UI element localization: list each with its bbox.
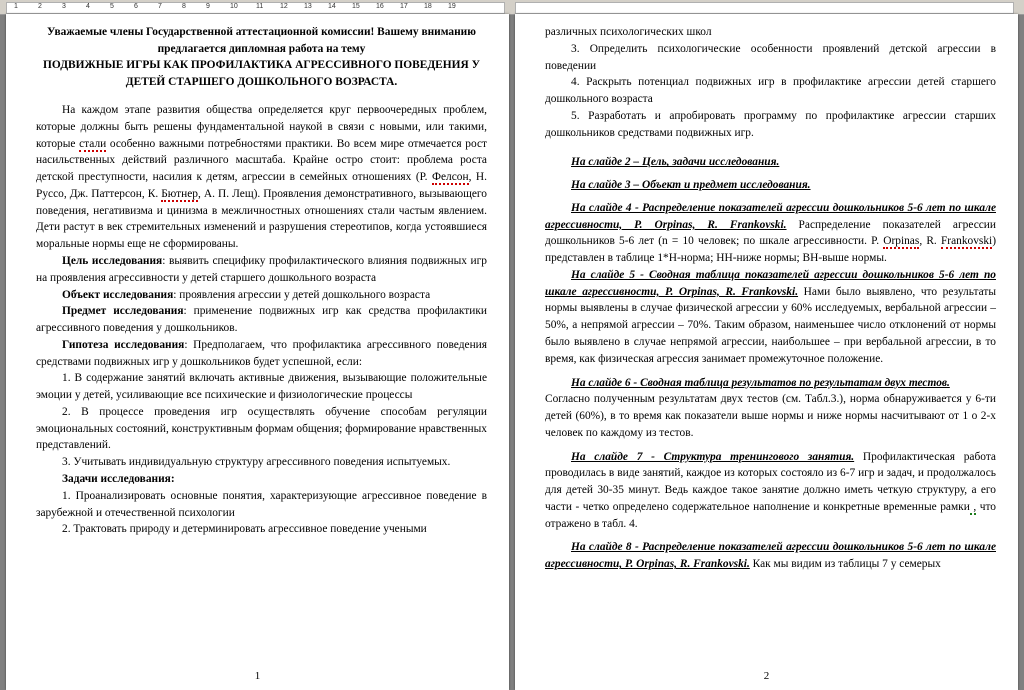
grammar-error-comma: , [969,500,977,513]
slide-8-heading: На слайде 8 - Распределение показателей агрессии дошкольников 5-6 лет по шкале агрессивности, P. Orpinas, R. Frankovski. [545,541,996,571]
task-item-3: 3. Определить психологические особенности проявлений детской агрессии в поведении [545,42,996,72]
horizontal-ruler[interactable] [0,0,1024,15]
spelling-error-frankovski: Frankovski [940,235,993,248]
ruler-tick-3: 3 [62,3,66,10]
slide-2-line: На слайде 2 – Цель, задачи исследования. [571,156,780,169]
intro-text-c: , Н. Руссо, Дж. Паттерсон, К. [36,171,488,200]
hypothesis-item-2: 2. В процессе проведения игр осуществлять обучение способам регуляции эмоциональных состояний, конструктивным формам общения; формирование нравственных представлений. [36,405,487,452]
tasks-colon: : [170,472,175,485]
slide-5-text: Нами было выявлено, что результаты нормы выявлены в случае физической агрессии у 60% исследуемых, вербальной агрессии – 50%, а непрямой агрессии – 70%. Таким образом, наименьшее число отклонений от нормы было выявлено в случае непрямой агрессии, наибольшее – при вербальной агрессии, в то время, как физическая агрессия занимает промежуточное положение. [545,285,996,365]
slide-8-paragraph [545,539,996,573]
task-item-1: 1. Проанализировать основные понятия, характеризующие агрессивное поведение в зарубежной и отечественной психологии [36,489,487,519]
slide-4-text-a: Распределение показателей агрессии дошкольников 5-6 лет (n = 10 человек; по шкале агрессивности. P. [545,218,996,248]
subject-text: : применение подвижных игр как средства профилактики агрессивного поведения у дошкольников. [36,305,487,335]
page-2-number: 2 [763,670,770,682]
continued-line: различных психологических школ [545,26,712,38]
intro-text-d: , А. П. Лещ). Проявления демонстративного, вызывающего поведения, негативизма и цинизма в межличностных отношениях стали частым явлением. Дети растут в век стремительных изменений и разрушения стереотипов, когда устоявшиеся моральные нормы еще не сформированы. [36,187,487,251]
paragraph-tasks [36,471,487,488]
ruler-tick-9: 9 [206,3,210,10]
title-line-1: Уважаемые члены Государственной аттестационной комиссии! Вашему вниманию предлагается дипломная работа на тему [47,26,476,55]
ruler-tick-4: 4 [86,3,90,10]
hypothesis-item-3: 3. Учитывать индивидуальную структуру агрессивного поведения испытуемых. [62,456,451,469]
page-2-body [545,24,996,573]
ruler-tick-16: 16 [376,3,384,10]
paragraph-goal [36,253,487,287]
slide-4-text-c: ) представлен в таблице 1*Н-норма; НН-ниже нормы; ВН-выше нормы. [545,235,996,265]
spelling-error-felson: Фелсон [431,171,469,184]
slide-4-paragraph [545,200,996,267]
ruler-tick-17: 17 [400,3,408,10]
hypothesis-label: Гипотеза исследования [62,338,185,351]
spacer-2 [545,368,996,375]
ruler-tick-2: 2 [38,3,42,10]
subject-label: Предмет исследования [62,305,184,318]
page-1-body [36,24,487,538]
slide-6-heading: На слайде 6 - Сводная таблица результатов по результатам двух тестов. [571,376,950,389]
document-page-2[interactable] [515,14,1018,690]
ruler-page2-segment [515,2,1014,14]
ruler-tick-10: 10 [230,3,238,10]
intro-text-a: На каждом этапе развития общества определяется круг первоочередных проблем, которые должны быть решены фундаментальной наукой в связи с новыми, или такими, которые [36,104,487,150]
slide-6-text: Согласно полученным результатам двух тестов (см. Табл.3.), норма обнаруживается у 6-ти детей (60%), в то время как показатели выше нормы и ниже нормы насчитывают от 1 о 2-х человек по каждому из тестов. [545,393,996,439]
slide-7-heading: На слайде 7 - Структура тренингового занятия. [571,450,855,463]
ruler-tick-15: 15 [352,3,360,10]
slide-6-paragraph [545,375,996,392]
ruler-tick-18: 18 [424,3,432,10]
page-1-number: 1 [254,670,261,682]
slide-7-paragraph [545,449,996,533]
paragraph-subject [36,303,487,337]
slide-5-paragraph [545,267,996,368]
ruler-tick-8: 8 [182,3,186,10]
hypothesis-text: : Предполагаем, что профилактика агрессивного поведения средствами подвижных игр у дошкольников будет успешной, если: [36,338,487,368]
document-page-1[interactable] [6,14,509,690]
title-line-2: ПОДВИЖНЫЕ ИГРЫ КАК ПРОФИЛАКТИКА АГРЕССИВНОГО ПОВЕДЕНИЯ У ДЕТЕЙ СТАРШЕГО ДОШКОЛЬНОГО ВОЗРАСТА. [43,59,480,88]
spacer-4 [545,532,996,539]
ruler-tick-12: 12 [280,3,288,10]
object-label: Объект исследования [62,288,174,301]
spacer-1 [545,141,996,148]
tasks-label: Задачи исследования [62,472,171,485]
goal-label: Цель исследования [62,255,163,268]
task-item-5: 5. Разработать и апробировать программу по профилактике агрессии старших дошкольников средствами подвижных игр. [545,109,996,139]
slide-4-heading: На слайде 4 - Распределение показателей агрессии дошкольников 5-6 лет по шкале агрессивности, P. Orpinas, R. Frankovski. [545,201,996,231]
slide-7-text-a: Профилактическая работа проводилась в виде занятий, каждое из которых состояло из 6-7 игр и задач, и продолжалось для детей 30-35 минут. Ведь каждое такое занятие должно иметь четкую структуру, а его части - четко определено содержательное наполнение и конкретные временные рамки [545,450,996,513]
ruler-tick-1: 1 [14,3,18,10]
task-item-2: 2. Трактовать природу и детерминировать агрессивное поведение учеными [62,523,427,536]
slide-4-text-b: , R. [919,235,941,248]
ruler-tick-5: 5 [110,3,114,10]
paragraph-object [36,287,487,304]
ruler-tick-14: 14 [328,3,336,10]
document-title [36,24,487,90]
intro-text-b: особенно важными потребностями практики. Во всем мире отмечается рост насильственных действий различного масштаба. Крайне остро стоит: проблема роста детской преступности, насилия к детям, агрессии в семейных отношениях (Р. [36,137,487,184]
task-item-4: 4. Раскрыть потенциал подвижных игр в профилактике агрессии детей старшего дошкольного возраста [545,76,996,106]
slide-5-heading: На слайде 5 - Сводная таблица показателей агрессии дошкольников 5-6 лет по шкале агрессивности, P. Orpinas, R. Frankovski. [545,268,996,298]
spacer-3 [545,442,996,449]
ruler-tick-11: 11 [256,3,264,10]
slide-8-text: Как мы видим из таблицы 7 у семерых [749,558,941,571]
spelling-error-byutner: Бютнер [161,187,198,200]
slide-3-line: На слайде 3 – Объект и предмет исследования. [571,179,811,192]
slide-7-text-b: что отражено в табл. 4. [545,500,996,530]
page-container [0,14,1024,690]
object-text: : проявления агрессии у детей дошкольного возраста [173,288,431,301]
spelling-error-stali: стали [79,137,107,150]
hypothesis-item-1: 1. В содержание занятий включать активные движения, вызывающие положительные эмоции у детей, усиливающие все психические и физиологические процессы [36,372,487,402]
ruler-tick-7: 7 [158,3,162,10]
spelling-error-orpinas: Orpinas [883,235,920,248]
paragraph-hypothesis [36,337,487,371]
ruler-tick-6: 6 [134,3,138,10]
ruler-tick-19: 19 [448,3,456,10]
paragraph-intro [36,102,487,253]
goal-text: : выявить специфику профилактического влияния подвижных игр на проявления агрессивности у детей старшего дошкольного возраста [36,255,487,284]
ruler-tick-13: 13 [304,3,312,10]
